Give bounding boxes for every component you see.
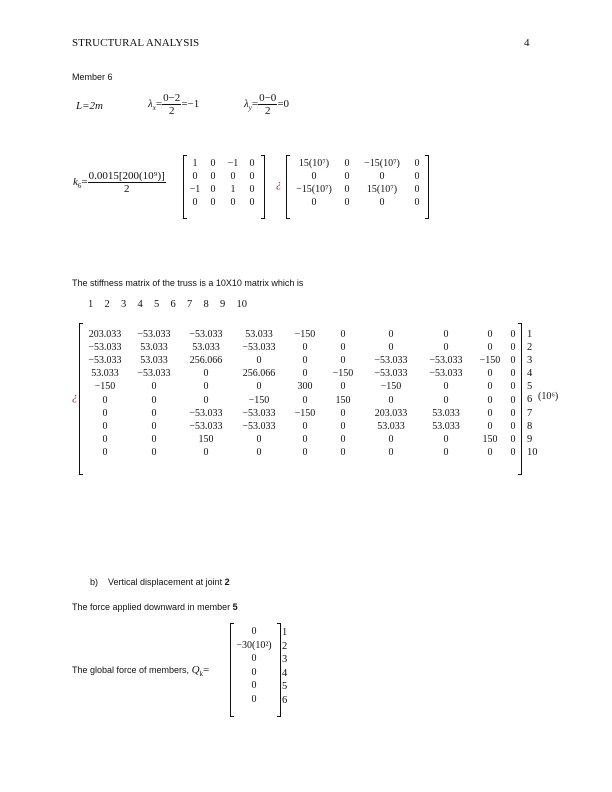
equiv-symbol: ¿ [72,391,78,403]
matrix-row [289,183,425,196]
text: The global force of members, [72,665,192,675]
matrix-cell: −150 [94,381,116,393]
matrix-cell: 0 [510,394,516,406]
matrix-cell: 256.066 [242,368,276,380]
index-label: 1 [88,299,94,310]
matrix-row [232,625,276,639]
index-label: 5 [282,681,288,692]
matrix-cell: 0 [302,342,308,354]
matrix-row [186,157,260,170]
k6-equation: $k_6=$ $\frac{\text{0.0015[200(10⁹)]}}{2}$ [73,170,165,195]
matrix-cell: 15(10⁷) [366,184,398,195]
subscript: x [152,104,156,113]
text: The force applied downward in member [72,602,233,612]
matrix-cell: 0 [510,342,516,354]
denominator: 2 [168,105,175,117]
matrix-cell: −15(10⁷) [296,184,332,195]
subscript: k [199,669,204,678]
matrix-cell: −53.033 [374,368,408,380]
matrix-row [186,196,260,209]
matrix-cell: 203.033 [374,407,408,419]
global-force-vector [232,625,276,706]
matrix-cell: 0 [302,368,308,380]
matrix-cell: 0 [510,407,516,419]
numerator: 0−2 [163,92,181,104]
index-label: 10 [527,446,538,458]
matrix-cell: −53.033 [137,329,171,341]
matrix-cell: 0 [487,342,493,354]
matrix-cell: 0 [230,197,236,208]
lambda-symbol: λ [244,98,249,111]
matrix-cell: 0 [256,381,262,393]
matrix-cell: 53.033 [377,420,405,432]
matrix-cell: 0 [344,158,350,169]
matrix-cell: 0 [210,171,216,182]
matrix-cell: 53.033 [140,342,168,354]
fraction [258,92,277,117]
matrix-row [232,666,276,680]
matrix-cell: −150 [294,407,316,419]
matrix-cell: 0 [102,394,108,406]
equiv-symbol: ¿ [276,178,282,190]
matrix-cell: −1 [189,184,201,195]
list-marker: b) [90,577,99,587]
matrix-cell: 0 [487,329,493,341]
matrix-cell: −53.033 [242,407,276,419]
matrix-cell: 0 [510,420,516,432]
matrix-row [82,380,518,393]
matrix-cell: 0 [302,394,308,406]
matrix-cell: −53.033 [189,407,223,419]
matrix-cell: 0 [203,381,209,393]
matrix-cell: 0 [414,171,420,182]
index-label: 10 [236,299,247,310]
matrix-cell: 0 [311,197,317,208]
length-equation: L=2m [76,100,103,112]
matrix-cell: 0 [487,446,493,458]
fraction [88,170,166,195]
denominator: 2 [123,183,130,195]
matrix-cell: −53.033 [242,342,276,354]
matrix-cell: 0 [379,171,385,182]
matrix-cell: 0 [302,446,308,458]
matrix-cell: 0 [256,446,262,458]
matrix-cell: 0 [203,394,209,406]
matrix-row [82,328,518,341]
index-label: 6 [282,694,288,706]
matrix-cell: 0 [487,381,493,393]
matrix-cell: 0 [340,433,346,445]
matrix-cell: 53.033 [192,342,220,354]
lambda-y-equation: $\lambda_y=$ $\frac{0-0}{2}$ =0 [244,92,290,117]
matrix-cell: 53.033 [140,355,168,367]
matrix-cell: −53.033 [88,342,122,354]
matrix-cell: 0 [102,433,108,445]
fraction [162,92,181,117]
q-symbol: Q [191,664,200,676]
matrix-cell: 0 [344,171,350,182]
subscript: y [248,104,252,113]
matrix-cell: 0 [388,433,394,445]
matrix-cell: 0 [302,420,308,432]
matrix-cell: 0 [414,184,420,195]
matrix-cell: 0 [210,197,216,208]
matrix-cell: 0 [203,446,209,458]
matrix-cell: 0 [414,197,420,208]
matrix-cell: 0 [510,433,516,445]
matrix-row [82,393,518,406]
index-label: 3 [282,654,288,665]
matrix-cell: 300 [297,381,313,393]
matrix-row [289,170,425,183]
matrix-cell: −53.033 [189,420,223,432]
matrix-cell: 0 [251,666,257,678]
matrix-cell: −150 [479,355,501,367]
index-label: 2 [104,299,110,310]
matrix-cell: 150 [482,433,498,445]
result: =0 [277,98,290,111]
matrix-cell: 53.033 [432,420,460,432]
matrix-cell: 53.033 [432,407,460,419]
matrix-cell: 0 [102,407,108,419]
matrix-cell: 0 [102,420,108,432]
matrix-cell: 0 [249,184,255,195]
right-bracket [425,155,429,219]
index-label: 4 [527,368,533,380]
matrix-cell: 0 [340,329,346,341]
matrix-cell: 0 [510,381,516,393]
matrix-row [82,446,518,459]
matrix-cell: 0 [151,420,157,432]
matrix-cell: −30(10²) [236,639,272,651]
matrix-row [82,407,518,420]
matrix-cell: 1 [230,184,236,195]
matrix-cell: 0 [388,446,394,458]
matrix-cell: −1 [227,158,239,169]
right-bracket [518,323,522,475]
matrix-cell: 0 [443,433,449,445]
matrix-cell: 53.033 [245,329,273,341]
matrix-cell: 0 [151,407,157,419]
matrix-cell: 0 [230,171,236,182]
matrix-cell: 0 [510,329,516,341]
matrix-cell: 0 [443,394,449,406]
matrix-row [232,652,276,666]
matrix-cell: −15(10⁷) [364,158,400,169]
matrix-row [186,170,260,183]
index-label: 5 [527,381,533,393]
matrix-cell: 0 [340,420,346,432]
matrix-cell: 0 [443,342,449,354]
matrix-row [186,183,260,196]
joint-number: 2 [224,577,230,587]
lambda-symbol: λ [148,98,153,111]
matrix-cell: 15(10⁷) [298,158,330,169]
matrix-cell: 0 [249,197,255,208]
matrix-cell: 256.066 [189,355,223,367]
lambda-x-equation: $\lambda_x=$ $\frac{0-2}{2}$ =−1 [148,92,200,117]
matrix-cell: 0 [487,394,493,406]
index-label: 8 [203,299,209,310]
matrix-cell: 0 [251,653,257,665]
matrix-cell: 0 [510,355,516,367]
matrix-cell: 1 [192,158,198,169]
numerator: 0.0015[200(10⁹)] [88,170,165,182]
matrix-cell: 0 [487,420,493,432]
matrix-cell: −53.033 [137,368,171,380]
matrix-cell: 0 [344,184,350,195]
matrix-cell: 0 [251,626,257,638]
matrix-cell: 0 [388,342,394,354]
matrix-cell: 53.033 [91,368,119,380]
matrix-cell: 0 [251,680,257,692]
denominator: 2 [264,105,271,117]
matrix-cell: −150 [248,394,270,406]
index-label: 4 [137,299,143,310]
index-label: 8 [527,420,533,432]
matrix-row [289,196,425,209]
right-bracket [261,155,265,219]
matrix-cell: 150 [198,433,214,445]
matrix-cell: 0 [256,355,262,367]
matrix-cell: −53.033 [242,420,276,432]
matrix-cell: 0 [102,446,108,458]
part-b-heading [90,577,230,587]
matrix-cell: 0 [388,394,394,406]
index-label: 9 [527,433,533,445]
matrix-cell: 0 [256,433,262,445]
matrix-cell: 0 [311,171,317,182]
matrix-row [232,693,276,707]
matrix-cell: 0 [443,381,449,393]
k6-result-matrix [289,157,425,209]
matrix-cell: 0 [340,446,346,458]
matrix-cell: −150 [294,329,316,341]
matrix-cell: 0 [487,368,493,380]
index-label: 3 [527,355,533,367]
matrix-cell: 0 [487,407,493,419]
matrix-cell: 150 [335,394,351,406]
matrix-cell: 0 [151,446,157,458]
matrix-cell: 0 [203,368,209,380]
matrix-cell: 0 [210,184,216,195]
matrix-cell: −53.033 [189,329,223,341]
matrix-row [82,354,518,367]
matrix-cell: 0 [192,197,198,208]
matrix-cell: 0 [302,355,308,367]
matrix-cell: 0 [340,355,346,367]
matrix-cell: 0 [151,433,157,445]
result: =−1 [181,98,200,111]
member-number: 5 [232,602,238,612]
matrix-row [289,157,425,170]
numerator: 0−0 [259,92,277,104]
matrix-cell: 0 [251,693,257,705]
index-label: 1 [282,627,288,638]
matrix-cell: 0 [344,197,350,208]
index-label: 2 [527,342,533,354]
index-label: 7 [527,407,533,419]
matrix-row [232,679,276,693]
heading-text: Vertical displacement at joint [108,577,225,587]
page-number: 4 [524,37,530,49]
index-label: 9 [220,299,226,310]
matrix-cell: 0 [340,381,346,393]
matrix-cell: 0 [210,158,216,169]
matrix-cell: 0 [388,329,394,341]
row-labels [527,328,538,459]
matrix-cell: 0 [340,407,346,419]
matrix-cell: 0 [340,342,346,354]
matrix-cell: −53.033 [429,368,463,380]
column-labels [88,299,253,310]
matrix-cell: −53.033 [374,355,408,367]
unit-matrix [186,157,260,209]
matrix-cell: 0 [414,158,420,169]
matrix-cell: −53.033 [429,355,463,367]
index-label: 4 [282,667,288,679]
stiffness-matrix [82,328,518,459]
index-label: 6 [527,394,533,406]
multiplier: (10⁶) [538,391,559,402]
index-label: 5 [154,299,160,310]
matrix-cell: 0 [443,446,449,458]
matrix-cell: 0 [151,394,157,406]
matrix-cell: −53.033 [88,355,122,367]
running-header-title: STRUCTURAL ANALYSIS [72,37,200,49]
member-heading: Member 6 [72,72,113,82]
k-symbol: k [73,176,78,189]
matrix-cell: 0 [510,446,516,458]
matrix-cell: 203.033 [88,329,122,341]
matrix-row [82,367,518,380]
index-label: 3 [121,299,127,310]
matrix-cell: −150 [380,381,402,393]
matrix-cell: 0 [443,329,449,341]
stiffness-intro: The stiffness matrix of the truss is a 10X10 matrix which is [72,278,304,288]
row-labels [282,626,287,707]
matrix-row [82,341,518,354]
matrix-row [82,433,518,446]
matrix-row [232,639,276,653]
index-label: 7 [187,299,193,310]
matrix-cell: 0 [249,158,255,169]
right-bracket [277,623,281,717]
index-label: 6 [170,299,176,310]
global-force-label [72,664,209,678]
matrix-cell: 0 [151,381,157,393]
matrix-cell: 0 [249,171,255,182]
matrix-row [82,420,518,433]
index-label: 2 [282,640,288,652]
index-label: 1 [527,329,533,340]
equals: = [203,664,210,676]
matrix-cell: 0 [510,368,516,380]
matrix-cell: 0 [302,433,308,445]
force-text [72,602,238,612]
matrix-cell: −150 [332,368,354,380]
matrix-cell: 0 [192,171,198,182]
subscript: 6 [77,182,82,191]
matrix-cell: 0 [379,197,385,208]
